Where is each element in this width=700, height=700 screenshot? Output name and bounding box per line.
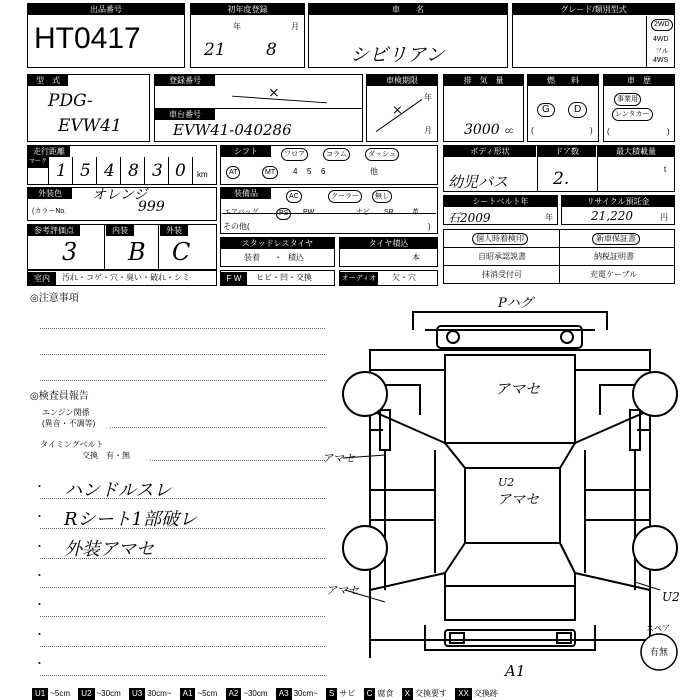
equipment-other-label: その他( [223,222,250,231]
report-bullet-5: ・ [34,599,45,611]
displacement-unit: cc [505,126,513,135]
seatbelt-value: 石2009 [448,211,491,225]
equipment-strike [222,213,436,214]
body-type-value: 幼児バス [448,173,509,191]
reference-label: 参考評価点 [28,225,80,236]
fw-items: ヒビ・凹・交換 [256,273,312,282]
color-value: オレンジ [92,187,148,203]
damage-legend [32,688,504,700]
engine-line [110,427,325,428]
history-paren-left: ( [607,127,610,136]
legend-key-2: U2 [78,688,94,700]
equipment-sr: SR [384,209,394,216]
shift-gear-4: 4 [293,167,298,176]
legend-val-3: 30cm~ [147,689,172,698]
room-label: 室内 [28,272,56,285]
seatbelt-label: シートベルト年 [444,196,557,207]
legend-key-3: U3 [129,688,145,700]
grade-label: グレード/類別型式 [513,4,674,15]
timing-label: タイミングベルト [40,440,104,449]
wheel-front-right [633,372,677,416]
mileage-digit-5: 3 [152,161,163,181]
shift-other: 他 [370,167,378,176]
diagram-left-mark: アマセ [322,452,355,465]
first-reg-month: 8 [266,40,277,60]
report-bullet-2: ・ [34,511,45,523]
audio-items: 欠・穴 [392,273,416,282]
drive-4ws: 4WS [653,57,669,64]
equipment-navi: ナビ [356,209,370,216]
legend-val-2: ~30cm [96,689,121,698]
report-rule-5 [40,616,325,617]
body-divider-2 [597,146,598,191]
legend-key-9: X [402,688,413,700]
legend-key-7: S [326,688,337,700]
mileage-digit-3: 4 [104,161,115,181]
legend-val-7: サビ [339,689,356,698]
legend-val-4: ~5cm [197,689,218,698]
equipment-ps: PS [276,208,291,220]
capacity-label: 最大積載量 [598,146,674,157]
mileage-digit-cells [48,157,192,185]
diagram-hood-mark: アマセ [495,380,541,398]
inspection-month-unit: 月 [424,126,432,135]
mileage-label: 走行距離 [28,146,70,157]
diagram-rear-right-mark: U2 [662,590,680,604]
history-rental: レンタカー [612,108,653,121]
report-rule-2 [40,528,325,529]
engine-label: エンジン関係 [42,408,90,417]
docs-cancel: 抹消受付可 [482,270,522,279]
docs-divider-h2 [444,265,674,266]
seatbelt-year-unit: 年 [545,213,553,222]
shift-floor: フロア [281,148,308,161]
doors-value: 2. [553,169,570,189]
report-bullet-3: ・ [34,541,45,553]
shift-gear-5: 5 [307,167,312,176]
type-label: 型 式 [28,75,68,86]
fuel-gasoline: G [537,103,555,117]
legend-val-10: 交換跡 [473,689,498,698]
recycle-unit: 円 [660,213,668,222]
history-paren-right: ) [667,127,670,136]
first-reg-month-unit: 月 [291,22,299,31]
body-type-label: ボディ形状 [444,146,536,157]
legend-val-6: 30cm~ [293,689,318,698]
equipment-label: 装備品 [221,188,271,199]
audio-label: オーディオ [340,272,378,285]
tire-load-unit: 本 [412,253,420,262]
reference-interior-label: 内装 [106,225,134,236]
reference-exterior-label: 外装 [160,225,188,236]
type-value-2: EVW41 [58,116,122,136]
fuel-label: 燃 料 [528,75,598,86]
equipment-pw: PW [303,209,315,216]
legend-key-8: C [364,688,376,700]
docs-tax: 納税証明書 [594,252,634,261]
equipment-none: 無し [372,190,392,203]
studless-loaded: 積込 [288,253,304,262]
diagram-roof-mark-1: U2 [498,476,515,489]
doors-label: ドア数 [538,146,596,157]
reference-divider-2 [158,225,159,269]
diagram-rear-mark: A1 [505,662,526,680]
legend-val-8: 腐食 [377,689,394,698]
inspection-mark: × [392,103,403,118]
timing-line [150,460,325,461]
legend-key-1: U1 [32,688,48,700]
report-rule-6 [40,646,325,647]
docs-divider-h1 [444,247,674,248]
front-bumper [413,312,607,330]
legend-key-4: A1 [180,688,196,700]
lot-label: 出品番号 [28,4,184,15]
rear-window [445,586,575,620]
studless-dot: ・ [274,253,282,262]
chassis-label: 車台番号 [155,109,215,120]
shift-mt: MT [262,166,278,179]
caution-line-3 [40,380,325,381]
docs-approval: 自昭承認説書 [478,252,526,261]
wheel-rear-left [343,526,387,570]
inspector-title: ◎検査員報告 [30,391,89,402]
caution-line-1 [40,328,325,329]
tire-load-label: タイヤ積込 [340,238,437,249]
shift-column: コラム [323,148,350,161]
shift-label: シフト [221,146,271,157]
fuel-diesel: D [568,102,587,118]
report-bullet-6: ・ [34,629,45,641]
capacity-unit: t [664,165,667,174]
reference-score: 3 [62,238,78,266]
wheel-front-left [343,372,387,416]
engine-sub: (異音・不調等) [42,419,96,428]
lot-number: HT0417 [34,22,141,55]
docs-cable: 充電ケーブル [590,270,638,279]
studless-label: スタッドレスタイヤ [221,238,334,249]
first-reg-year-unit: 年 [233,22,241,31]
recycle-value: 21,220 [591,209,633,223]
reference-exterior-grade: C [172,238,191,266]
color-no-value: 999 [138,199,165,215]
caution-line-2 [40,354,325,355]
room-items: 汚れ・コゲ・穴・臭い・破れ・シミ [62,273,190,282]
equipment-other-close: ) [428,222,431,231]
studless-mounted: 装着 [244,253,260,262]
diagram-roof-mark-2: アマセ [497,492,539,508]
recycle-label: リサイクル預託金 [562,196,674,207]
docs-warranty: 新車保証書 [592,233,640,245]
equipment-airbag: エアバッグ [224,209,259,216]
legend-val-1: ~5cm [50,689,71,698]
report-bullet-1: ・ [34,481,45,493]
color-label: 外装色 [28,188,72,199]
mileage-digit-2: 5 [80,161,91,181]
docs-divider-v [559,230,560,283]
color-no-label: (カラーNo. [32,208,67,215]
report-rule-1 [40,498,325,499]
drive-2wd: 2WD [651,19,673,31]
caution-title: ◎注意事項 [30,293,79,304]
shift-gear-6: 6 [321,167,326,176]
report-bullet-7: ・ [34,658,45,670]
displacement-value: 3000 [464,122,500,138]
timing-exchange: 交換 有・無 [82,451,130,460]
history-label: 車 歴 [604,75,674,86]
history-business: 事業用 [614,93,641,106]
body-divider-1 [537,146,538,191]
report-rule-4 [40,587,325,588]
car-name-label: 車 名 [309,4,507,15]
reference-interior-grade: B [128,238,146,266]
legend-key-6: A3 [276,688,292,700]
first-reg-year: 21 [204,40,226,60]
diagram-front-mark: Pハグ [498,296,533,311]
displacement-label: 排 気 量 [444,75,523,86]
inspection-year-unit: 年 [424,93,432,102]
report-line-1: ハンドルスレ [64,480,172,501]
reg-no-mark: × [268,85,280,101]
mileage-unit: km [197,170,208,179]
legend-val-9: 交換要す [414,689,447,698]
drive-4wd: 4WD [653,36,669,43]
equipment-leather: 革 [412,209,419,216]
mileage-mark-label: マーク [28,157,48,168]
spare-value: 有無 [650,647,669,657]
hood [445,355,575,443]
report-rule-3 [40,558,325,559]
mileage-digit-6: 0 [175,161,186,181]
report-bullet-4: ・ [34,570,45,582]
drive-full: フル [655,48,669,55]
reference-divider-1 [104,225,105,269]
docs-personal-seal: 個人時着検印 [472,233,528,245]
spare-label: スペア [646,624,670,633]
reg-no-label: 登録番号 [155,75,215,86]
chassis-value: EVW41-040286 [173,121,292,139]
car-name: シビリアン [350,44,445,66]
report-rule-7 [40,675,325,676]
report-line-2: Rシート1部破レ [64,509,198,530]
shift-dash: ダッシュ [365,148,399,161]
fuel-paren-right: ) [590,126,593,135]
diagram-rear-left-mark: アマセ [326,584,359,597]
first-reg-label: 初年度登録 [191,4,304,15]
fuel-paren-left: ( [531,126,534,135]
equipment-ac: AC [286,190,302,203]
type-value-1: PDG- [48,91,93,111]
mileage-digit-1: 1 [56,161,67,181]
legend-val-5: ~30cm [243,689,268,698]
equipment-cooler: クーラー [328,190,362,203]
wheel-rear-right [633,526,677,570]
mileage-digit-4: 8 [128,161,139,181]
legend-key-10: XX [455,688,472,700]
legend-key-5: A2 [226,688,242,700]
inspection-label: 車検期限 [367,75,437,86]
report-line-3: 外装アマセ [64,539,154,560]
fw-label: F W [221,272,247,285]
shift-at: AT [226,166,240,179]
